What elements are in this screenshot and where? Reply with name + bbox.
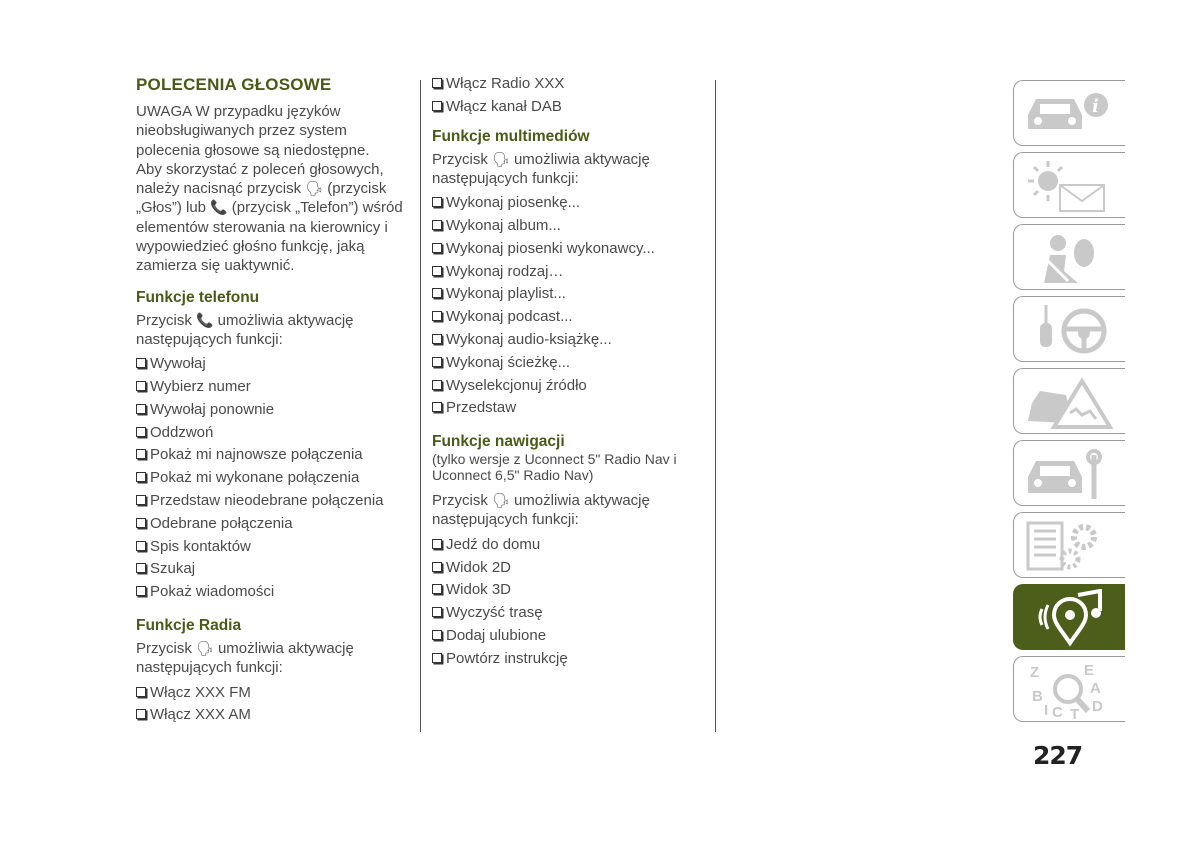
intro-line: (przycisk: [327, 180, 387, 198]
list-item: Wykonaj rodzaj…: [432, 261, 710, 284]
tab-warning-crash[interactable]: [1013, 368, 1125, 434]
media-command-list: [432, 192, 710, 420]
list-item: Odebrane połączenia: [136, 513, 411, 536]
lead-text: umożliwia aktywację: [513, 150, 650, 168]
checkbox-bullet-icon: [432, 402, 442, 412]
list-item: Wykonaj album...: [432, 215, 710, 238]
index-letter: T: [1070, 706, 1080, 719]
list-item: Widok 3D: [432, 579, 710, 602]
index-letter: A: [1090, 680, 1101, 697]
lead-text: następujących funkcji:: [136, 330, 283, 348]
checkbox-bullet-icon: [136, 472, 146, 482]
list-item: Wykonaj piosenki wykonawcy...: [432, 238, 710, 261]
left-column: [136, 74, 411, 727]
phone-icon: 📞: [210, 199, 228, 216]
intro-line: nieobsługiwanych przez system: [136, 122, 347, 140]
list-item: Przedstaw: [432, 397, 710, 420]
middle-column: [432, 73, 710, 671]
phone-heading: Funkcje telefonu: [136, 288, 260, 306]
intro-line: (przycisk „Telefon”) wśród: [231, 199, 403, 217]
list-item: Szukaj: [136, 558, 411, 581]
list-item: Powtórz instrukcję: [432, 648, 710, 671]
tab-key-steering[interactable]: [1013, 296, 1125, 362]
voice-button-icon: 🗣: [196, 640, 214, 657]
checkbox-bullet-icon: [136, 404, 146, 414]
radio-command-list: [136, 682, 411, 728]
lights-mail-icon: [1022, 157, 1122, 215]
checkbox-bullet-icon: [136, 449, 146, 459]
tab-lights-mail[interactable]: [1013, 152, 1125, 218]
checkbox-bullet-icon: [432, 357, 442, 367]
checkbox-bullet-icon: [432, 607, 442, 617]
checkbox-bullet-icon: [432, 630, 442, 640]
checkbox-bullet-icon: [432, 220, 442, 230]
intro-line: zamierza się uaktywnić.: [136, 257, 295, 275]
list-item: Wykonaj playlist...: [432, 283, 710, 306]
checkbox-bullet-icon: [136, 586, 146, 596]
index-letter: C: [1052, 704, 1063, 719]
intro-line: Aby skorzystać z poleceń głosowych,: [136, 160, 384, 178]
svg-text:i: i: [1092, 96, 1099, 117]
tab-multimedia[interactable]: [1013, 584, 1125, 650]
list-item: Pokaż mi wykonane połączenia: [136, 467, 411, 490]
checkbox-bullet-icon: [432, 539, 442, 549]
tab-seat-airbag[interactable]: [1013, 224, 1125, 290]
index-letter: E: [1084, 662, 1095, 679]
media-heading: Funkcje multimediów: [432, 127, 590, 145]
list-item: Jedź do domu: [432, 534, 710, 557]
phone-command-list: [136, 353, 411, 604]
list-item: Wyczyść trasę: [432, 602, 710, 625]
nav-heading: Funkcje nawigacji: [432, 433, 565, 451]
column-divider: [715, 80, 716, 732]
list-item: Wywołaj: [136, 353, 411, 376]
index-letter: Z: [1030, 664, 1040, 681]
checkbox-bullet-icon: [136, 518, 146, 528]
list-item: Przedstaw nieodebrane połączenia: [136, 490, 411, 513]
lead-text: umożliwia aktywację: [513, 492, 650, 510]
list-item: Wykonaj ścieżkę...: [432, 352, 710, 375]
index-search-icon: [1022, 661, 1122, 719]
index-letter: D: [1092, 698, 1103, 715]
voice-button-icon: 🗣: [492, 492, 510, 509]
seat-airbag-icon: [1022, 229, 1122, 287]
index-letter: I: [1044, 702, 1049, 719]
lead-text: umożliwia aktywację: [217, 311, 354, 329]
list-item: Oddzwoń: [136, 422, 411, 445]
lead-text: umożliwia aktywację: [217, 640, 354, 658]
list-item: Dodaj ulubione: [432, 625, 710, 648]
tab-car-wrench[interactable]: [1013, 440, 1125, 506]
intro-line: polecenia głosowe są niedostępne.: [136, 141, 370, 159]
checkbox-bullet-icon: [432, 380, 442, 390]
tab-list-gears[interactable]: [1013, 512, 1125, 578]
checkbox-bullet-icon: [432, 288, 442, 298]
intro-line: UWAGA W przypadku języków: [136, 103, 341, 120]
section-title: POLECENIA GŁOSOWE: [136, 75, 332, 94]
nav-version-note: (tylko wersje z Uconnect 5" Radio Nav i Uconnect 6,5" Radio Nav): [432, 451, 677, 484]
intro-paragraph: [136, 102, 411, 276]
lead-text: Przycisk: [432, 150, 488, 168]
voice-button-icon: 🗣: [492, 150, 510, 167]
intro-line: elementów sterowania na kierownicy i: [136, 218, 388, 236]
car-info-icon: [1022, 85, 1122, 143]
list-item: Spis kontaktów: [136, 536, 411, 559]
checkbox-bullet-icon: [136, 427, 146, 437]
radio-heading: Funkcje Radia: [136, 617, 242, 635]
tab-index[interactable]: [1013, 656, 1125, 722]
tab-car-info[interactable]: [1013, 80, 1125, 146]
nav-command-list: [432, 534, 710, 671]
warning-crash-icon: [1022, 373, 1122, 431]
car-wrench-icon: [1022, 445, 1122, 503]
lead-text: następujących funkcji:: [136, 659, 283, 677]
list-item: Wykonaj audio-książkę...: [432, 329, 710, 352]
checkbox-bullet-icon: [136, 541, 146, 551]
nav-lead: [432, 491, 710, 530]
list-item: Wyselekcjonuj źródło: [432, 375, 710, 398]
list-item: Włącz XXX AM: [136, 704, 411, 727]
lead-text: Przycisk: [432, 492, 488, 510]
list-item: Pokaż mi najnowsze połączenia: [136, 444, 411, 467]
voice-button-icon: 🗣: [305, 180, 324, 197]
checkbox-bullet-icon: [136, 563, 146, 573]
intro-line: „Głos”) lub: [136, 199, 207, 217]
lead-text: następujących funkcji:: [432, 511, 579, 529]
list-gears-icon: [1022, 517, 1122, 575]
checkbox-bullet-icon: [432, 311, 442, 321]
checkbox-bullet-icon: [432, 584, 442, 594]
list-item: Włącz kanał DAB: [432, 96, 710, 119]
list-item: Widok 2D: [432, 557, 710, 580]
lead-text: Przycisk: [136, 640, 192, 658]
checkbox-bullet-icon: [432, 653, 442, 663]
list-item: Wykonaj podcast...: [432, 306, 710, 329]
checkbox-bullet-icon: [432, 243, 442, 253]
checkbox-bullet-icon: [432, 197, 442, 207]
list-item: Pokaż wiadomości: [136, 581, 411, 604]
intro-line: wypowiedzieć głośno funkcję, jaką: [136, 238, 365, 256]
list-item: Włącz Radio XXX: [432, 73, 710, 96]
checkbox-bullet-icon: [432, 101, 442, 111]
media-lead: [432, 150, 710, 189]
index-letter: B: [1032, 688, 1043, 705]
checkbox-bullet-icon: [136, 687, 146, 697]
list-item: Wywołaj ponownie: [136, 399, 411, 422]
checkbox-bullet-icon: [432, 266, 442, 276]
lead-text: Przycisk: [136, 311, 192, 329]
lead-text: następujących funkcji:: [432, 169, 579, 187]
list-item: Wybierz numer: [136, 376, 411, 399]
checkbox-bullet-icon: [432, 78, 442, 88]
key-steering-icon: [1022, 301, 1122, 359]
list-item: Wykonaj piosenkę...: [432, 192, 710, 215]
list-item: Włącz XXX FM: [136, 682, 411, 705]
checkbox-bullet-icon: [136, 709, 146, 719]
page-number: 227: [1033, 741, 1083, 770]
chapter-tabs: [1013, 80, 1125, 728]
radio-lead: [136, 639, 411, 678]
intro-line: należy nacisnąć przycisk: [136, 180, 302, 198]
checkbox-bullet-icon: [432, 334, 442, 344]
radio-command-list-cont: [432, 73, 710, 119]
checkbox-bullet-icon: [136, 358, 146, 368]
checkbox-bullet-icon: [136, 495, 146, 505]
checkbox-bullet-icon: [136, 381, 146, 391]
column-divider: [420, 80, 421, 732]
phone-icon: 📞: [196, 311, 214, 328]
multimedia-voice-music-icon: [1022, 589, 1122, 647]
phone-lead: [136, 311, 411, 350]
checkbox-bullet-icon: [432, 562, 442, 572]
